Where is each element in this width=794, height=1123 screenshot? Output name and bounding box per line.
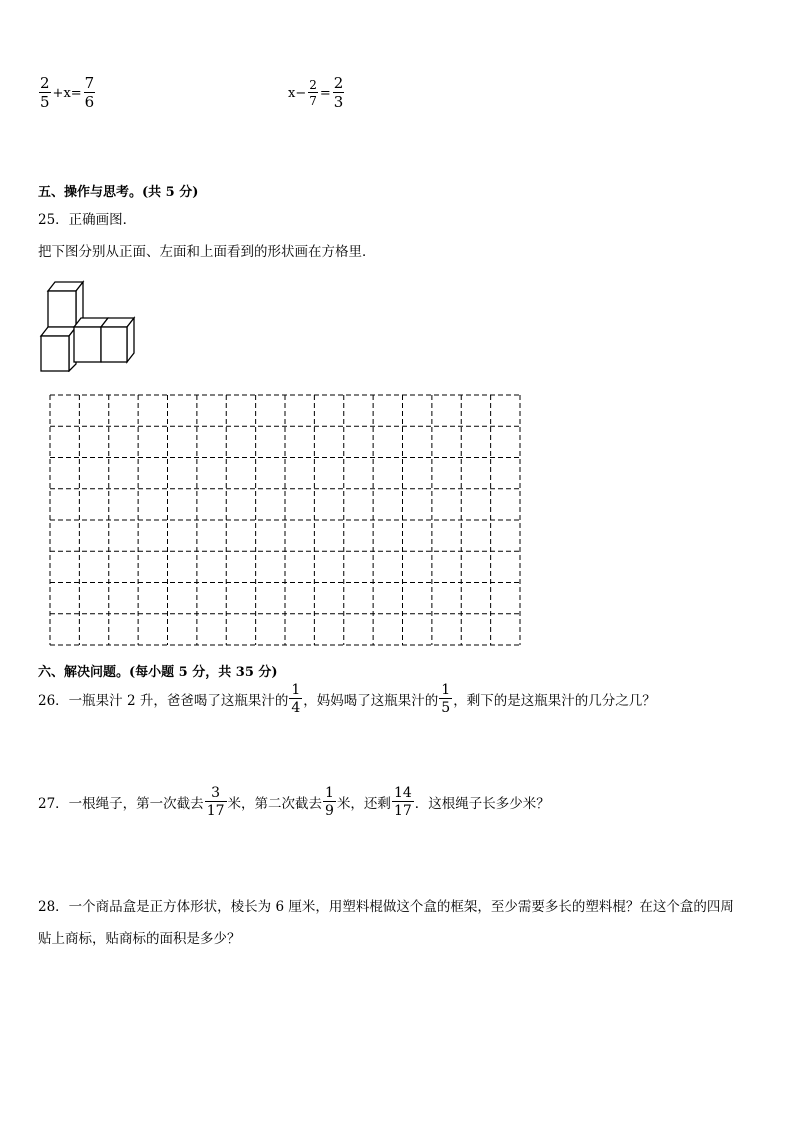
question-27: 27．一根绳子，第一次截去 $\frac{3}{17}$ 米，第二次截去 $\frac{1}{9}$ 米，还剩 $\frac{14}{17}$ ．这根绳子长多少米？	[38, 785, 550, 819]
top-cube-front-face	[48, 291, 76, 327]
question-28-line-1: 28．一个商品盒是正方体形状，棱长为 6 厘米，用塑料棍做这个盒的框架，至少需要多长的塑料棍？在这个盒的四周	[38, 899, 734, 915]
q27-fraction-remaining: $\frac{14}{17}$	[393, 785, 412, 819]
equation-1	[38, 76, 96, 110]
cube-figure	[38, 280, 138, 372]
section-6-heading: 六、解决问题。(每小题 5 分，共 35 分)	[38, 665, 278, 680]
equation-2-fraction-right: $\frac{2}{3}$	[333, 74, 344, 111]
question-25-title: 25．正确画图．	[38, 212, 137, 228]
drawing-grid	[48, 393, 522, 647]
question-26: 26．一瓶果汁 2 升，爸爸喝了这瓶果汁的 $\frac{1}{4}$ ，妈妈喝了这瓶果汁的 $\frac{1}{5}$ ，剩下的是这瓶果汁的几分之几？	[38, 682, 656, 716]
equation-2-prefix: x−	[288, 85, 307, 101]
middle-cube-front-face	[74, 327, 101, 362]
equation-1-operator: +x=	[52, 85, 82, 101]
front-cube-front-face	[41, 336, 69, 371]
section-5-heading: 五、操作与思考。(共 5 分)	[38, 185, 199, 200]
q27-fraction-first-cut: $\frac{3}{17}$	[206, 785, 225, 819]
q26-fraction-mother: $\frac{1}{5}$	[441, 682, 451, 716]
equation-2-fraction-left: $\frac{2}{7}$	[309, 78, 317, 108]
equation-1-fraction-left: $\frac{2}{5}$	[40, 74, 50, 111]
q27-fraction-second-cut: $\frac{1}{9}$	[325, 785, 334, 819]
end-cube-side-face	[127, 318, 134, 362]
equation-2-operator: =	[319, 85, 331, 101]
end-cube-front-face	[101, 327, 127, 362]
question-28-line-2: 贴上商标，贴商标的面积是多少？	[38, 931, 241, 947]
equation-1-fraction-right: $\frac{7}{6}$	[84, 74, 95, 111]
q26-fraction-father: $\frac{1}{4}$	[291, 682, 301, 716]
equation-2	[287, 76, 345, 110]
question-25-instruction: 把下图分别从正面、左面和上面看到的形状画在方格里．	[38, 244, 376, 260]
